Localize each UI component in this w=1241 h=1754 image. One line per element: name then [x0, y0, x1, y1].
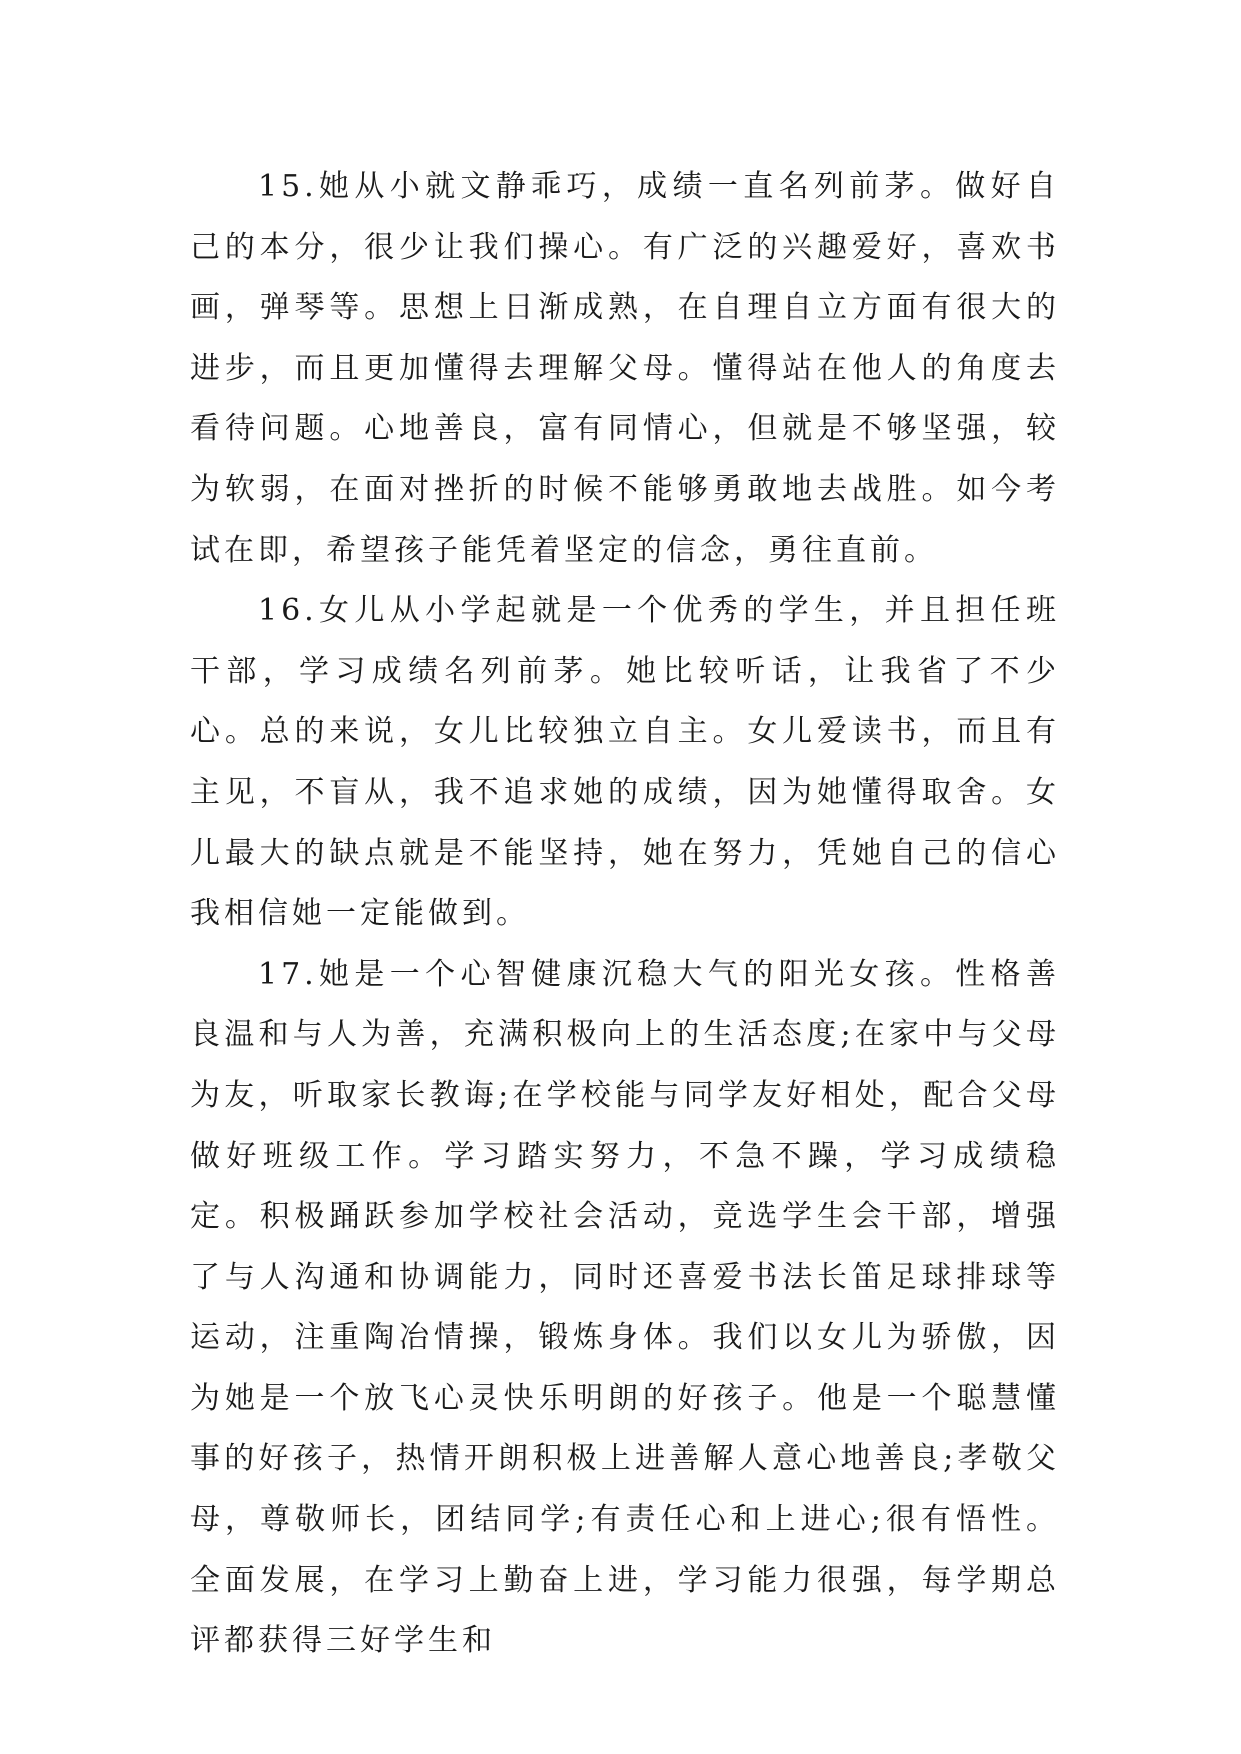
document-body: [190, 157, 1060, 1672]
paragraph-15: 15.她从小就文静乖巧，成绩一直名列前茅。做好自己的本分，很少让我们操心。有广泛的兴趣爱好，喜欢书画，弹琴等。思想上日渐成熟，在自理自立方面有很大的进步，而且更加懂得去理解父母。懂得站在他人的角度去看待问题。心地善良，富有同情心，但就是不够坚强，较为软弱，在面对挫折的时候不能够勇敢地去战胜。如今考试在即，希望孩子能凭着坚定的信念，勇往直前。: [190, 169, 1060, 568]
paragraph-17: 17.她是一个心智健康沉稳大气的阳光女孩。性格善良温和与人为善，充满积极向上的生活态度;在家中与父母为友，听取家长教诲;在学校能与同学友好相处，配合父母做好班级工作。学习踏实努力，不急不躁，学习成绩稳定。积极踊跃参加学校社会活动，竞选学生会干部，增强了与人沟通和协调能力，同时还喜爱书法长笛足球排球等运动，注重陶冶情操，锻炼身体。我们以女儿为骄傲，因为她是一个放飞心灵快乐明朗的好孩子。他是一个聪慧懂事的好孩子，热情开朗积极上进善解人意心地善良;孝敬父母，尊敬师长，团结同学;有责任心和上进心;很有悟性。全面发展，在学习上勤奋上进，学习能力很强，每学期总评都获得三好学生和: [190, 956, 1060, 1659]
paragraph-16: 16.女儿从小学起就是一个优秀的学生，并且担任班干部，学习成绩名列前茅。她比较听话，让我省了不少心。总的来说，女儿比较独立自主。女儿爱读书，而且有主见，不盲从，我不追求她的成绩，因为她懂得取舍。女儿最大的缺点就是不能坚持，她在努力，凭她自己的信心我相信她一定能做到。: [190, 593, 1060, 932]
